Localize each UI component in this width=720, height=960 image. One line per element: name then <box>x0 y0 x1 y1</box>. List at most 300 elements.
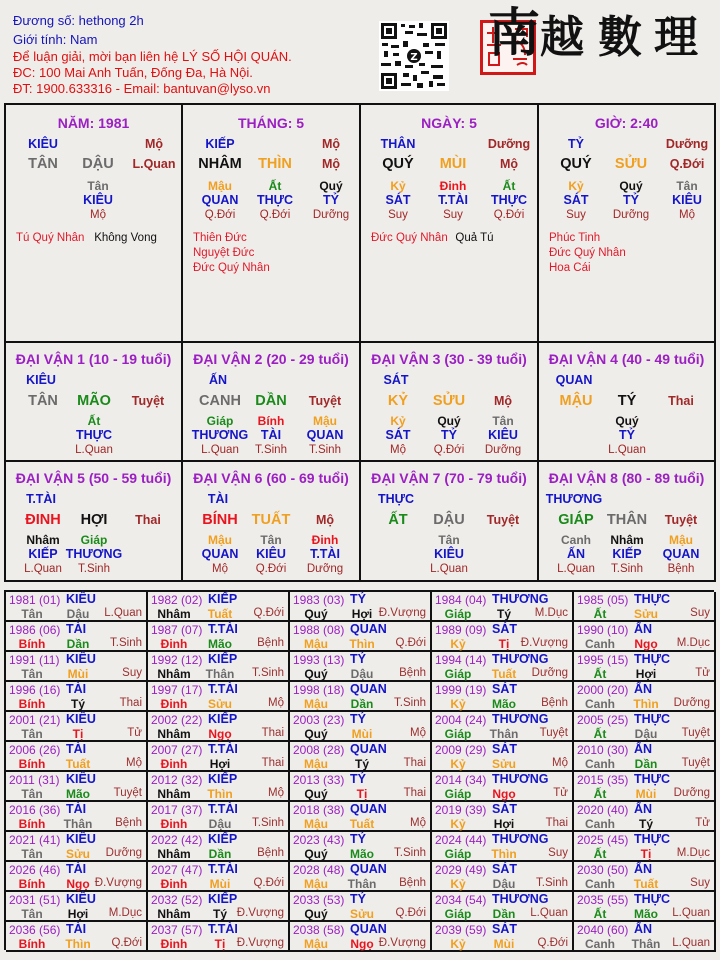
annual-cell[interactable] <box>148 712 290 742</box>
annual-cell[interactable] <box>432 772 574 802</box>
dai-van-stage: Tuyệt <box>486 513 520 527</box>
qr-code-icon[interactable] <box>379 21 449 91</box>
annual-chi: Hợi <box>67 907 89 921</box>
annual-cell[interactable] <box>290 832 432 862</box>
annual-stage: Đ.Vượng <box>378 607 426 619</box>
annual-stage: Tuyệt <box>539 727 568 739</box>
annual-year: 2005 (25) <box>577 713 629 727</box>
hidden-god: KIÊU <box>488 428 518 442</box>
annual-year: 1993 (13) <box>293 653 345 667</box>
hidden-can: Ất <box>87 414 101 428</box>
annual-year: 2022 (42) <box>151 833 203 847</box>
annual-god: KIẾP <box>208 772 238 786</box>
annual-year: 2039 (59) <box>435 923 487 937</box>
annual-can: Quý <box>304 907 328 921</box>
annual-chi: Dậu <box>350 667 374 681</box>
annual-can: Quý <box>304 727 328 741</box>
hidden-stage: Q.Đới <box>255 563 287 575</box>
annual-cell[interactable] <box>432 832 574 862</box>
hidden-can: Quý <box>615 414 639 428</box>
annual-year: 1988 (08) <box>293 623 345 637</box>
dai-van-3[interactable] <box>361 343 539 462</box>
annual-god: SÁT <box>492 802 517 816</box>
annual-year: 2013 (33) <box>293 773 345 787</box>
annual-cell[interactable] <box>574 832 716 862</box>
annual-cell[interactable] <box>574 742 716 772</box>
annual-chi: Sửu <box>207 697 233 711</box>
duong-so-value: hethong 2h <box>78 13 144 28</box>
annual-stage: Đ.Vượng <box>236 937 284 949</box>
dai-van-chi: DẦN <box>255 393 287 409</box>
hidden-can: Ất <box>502 179 516 193</box>
dai-van-stage: Mộ <box>493 394 513 408</box>
annual-cell[interactable] <box>6 892 148 922</box>
hidden-god: KIÊU <box>672 193 702 207</box>
annual-cell[interactable] <box>290 622 432 652</box>
annual-cell[interactable] <box>148 592 290 622</box>
annual-cell[interactable] <box>148 742 290 772</box>
shensha-star: Đức Quý Nhân <box>549 247 626 259</box>
annual-cell[interactable] <box>432 622 574 652</box>
annual-cell[interactable] <box>432 592 574 622</box>
dai-van-title: ĐẠI VẬN 2 (20 - 29 tuổi) <box>193 351 349 367</box>
dai-van-title: ĐẠI VẬN 5 (50 - 59 tuổi) <box>15 470 172 486</box>
annual-can: Ất <box>593 667 607 681</box>
annual-year: 1986 (06) <box>9 623 61 637</box>
annual-cell[interactable] <box>6 862 148 892</box>
annual-year: 1985 (05) <box>577 593 629 607</box>
hidden-god: SÁT <box>563 193 589 207</box>
hidden-god: THỰC <box>256 193 294 207</box>
annual-cell[interactable] <box>290 652 432 682</box>
pillar-stage-top: Mộ <box>144 137 164 151</box>
hidden-god: KIẾP <box>612 547 642 561</box>
annual-can: Nhâm <box>157 727 191 741</box>
annual-stage: L.Quan <box>104 607 142 619</box>
annual-god: KIÊU <box>66 892 96 906</box>
hidden-can: Kỷ <box>390 414 406 428</box>
annual-year: 2014 (34) <box>435 773 487 787</box>
annual-cell[interactable] <box>290 712 432 742</box>
annual-year: 2018 (38) <box>293 803 345 817</box>
hidden-god: THƯƠNG <box>65 547 123 561</box>
annual-cell[interactable] <box>148 892 290 922</box>
annual-god: THỰC <box>634 772 671 786</box>
annual-chi: Tuất <box>65 757 91 771</box>
annual-year: 1995 (15) <box>577 653 629 667</box>
pillar-chi: SỬU <box>614 156 648 172</box>
annual-year: 2023 (43) <box>293 833 345 847</box>
annual-can: Kỷ <box>450 637 466 651</box>
hidden-can: Tân <box>87 179 109 193</box>
annual-god: THƯƠNG <box>492 712 549 726</box>
annual-chi: Tị <box>640 847 652 861</box>
annual-can: Giáp <box>444 787 472 801</box>
annual-god: SÁT <box>492 922 517 936</box>
annual-chi: Mão <box>208 637 232 651</box>
annual-stage: Tử <box>553 787 568 799</box>
annual-chi: Thân <box>205 667 235 681</box>
hidden-can: Tân <box>438 533 460 547</box>
annual-year: 2000 (20) <box>577 683 629 697</box>
annual-year: 2001 (21) <box>9 713 61 727</box>
dai-van-god: TÀI <box>207 492 229 506</box>
annual-year: 2028 (48) <box>293 863 345 877</box>
annual-cell[interactable] <box>6 832 148 862</box>
annual-stage: L.Quan <box>672 907 710 919</box>
annual-cell[interactable] <box>574 712 716 742</box>
hidden-stage: T.Sinh <box>309 444 341 456</box>
annual-chi: Thìn <box>633 697 659 711</box>
annual-can: Giáp <box>444 607 472 621</box>
annual-can: Nhâm <box>157 607 191 621</box>
annual-cell[interactable] <box>432 682 574 712</box>
annual-cell[interactable] <box>290 682 432 712</box>
duong-so-label: Đương số: <box>13 13 76 28</box>
annual-stage: Đ.Vượng <box>378 937 426 949</box>
annual-can: Tân <box>21 847 43 861</box>
annual-stage: T.Sinh <box>110 637 142 649</box>
annual-stage: Mộ <box>126 757 142 769</box>
pillar-can: QUÝ <box>382 156 414 172</box>
hidden-can: Nhâm <box>610 533 644 547</box>
annual-chi: Tuất <box>491 667 517 681</box>
annual-cell[interactable] <box>6 652 148 682</box>
annual-cell[interactable] <box>290 772 432 802</box>
pillar-title: NĂM: 1981 <box>57 115 130 131</box>
annual-god: QUAN <box>350 622 387 636</box>
pillar-can: TÂN <box>28 156 58 172</box>
annual-year: 1983 (03) <box>293 593 345 607</box>
annual-stage: Dưỡng <box>531 667 568 679</box>
annual-cell[interactable] <box>148 802 290 832</box>
pillar-can: QUÝ <box>560 156 592 172</box>
annual-chi: Tý <box>212 907 227 921</box>
annual-cell[interactable] <box>574 622 716 652</box>
annual-can: Đinh <box>160 937 188 951</box>
annual-cell[interactable] <box>432 892 574 922</box>
annual-stage: Thai <box>261 727 284 739</box>
hidden-stage: L.Quan <box>608 444 646 456</box>
annual-stage: T.Sinh <box>536 877 568 889</box>
annual-year: 2038 (58) <box>293 923 345 937</box>
annual-cell[interactable] <box>290 922 432 952</box>
annual-cell[interactable] <box>290 592 432 622</box>
hidden-stage: L.Quan <box>24 563 62 575</box>
contact-line-1: Để luận giải, mời bạn liên hệ LÝ SỐ HỘI QUÁN. <box>13 49 292 64</box>
shensha-star: Hoa Cái <box>549 262 591 274</box>
dai-van-7[interactable] <box>361 462 539 581</box>
annual-stage: Suy <box>690 877 710 889</box>
annual-can: Kỷ <box>450 757 466 771</box>
hidden-god: QUAN <box>306 428 344 442</box>
dai-van-8[interactable] <box>539 462 714 581</box>
annual-cell[interactable] <box>148 772 290 802</box>
annual-god: KIÊU <box>66 652 96 666</box>
annual-god: TỶ <box>350 712 366 726</box>
annual-god: KIẾP <box>208 832 238 846</box>
annual-stage: Bệnh <box>541 697 568 709</box>
shensha-star: Phúc Tinh <box>549 232 601 244</box>
hidden-stage: T.Sinh <box>255 444 287 456</box>
annual-can: Canh <box>585 757 615 771</box>
annual-stage: L.Quan <box>672 937 710 949</box>
annual-year: 2033 (53) <box>293 893 345 907</box>
annual-cell[interactable] <box>6 712 148 742</box>
contact-line-3[interactable]: ĐT: 1900.633316 - Email: bantuvan@lyso.vn <box>13 81 271 96</box>
annual-god: ẤN <box>634 862 653 876</box>
pillar-year <box>6 105 183 343</box>
annual-cell[interactable] <box>432 712 574 742</box>
annual-cell[interactable] <box>148 922 290 952</box>
annual-stage: Bệnh <box>257 847 284 859</box>
annual-chi: Tý <box>70 697 85 711</box>
hidden-god: KIÊU <box>83 193 113 207</box>
shensha-star: Không Vong <box>94 232 157 244</box>
hidden-can: Mậu <box>208 179 232 193</box>
annual-cell[interactable] <box>432 802 574 832</box>
annual-year: 1998 (18) <box>293 683 345 697</box>
annual-cell[interactable] <box>148 652 290 682</box>
annual-chi: Ngọ <box>208 727 232 741</box>
hidden-stage: Dưỡng <box>312 209 350 221</box>
annual-cell[interactable] <box>6 802 148 832</box>
annual-god: THỰC <box>634 592 671 606</box>
hidden-stage: L.Quan <box>75 444 113 456</box>
annual-can: Kỷ <box>450 697 466 711</box>
annual-year: 2009 (29) <box>435 743 487 757</box>
pillar-chi: THÌN <box>258 156 292 172</box>
annual-cell[interactable] <box>574 802 716 832</box>
annual-year: 2017 (37) <box>151 803 203 817</box>
dai-van-2[interactable] <box>183 343 361 462</box>
annual-cell[interactable] <box>432 922 574 952</box>
dai-van-can: KỶ <box>387 393 409 409</box>
annual-god: T.TÀI <box>208 922 238 936</box>
annual-stage: T.Sinh <box>394 697 426 709</box>
annual-can: Quý <box>304 607 328 621</box>
annual-cell[interactable] <box>148 862 290 892</box>
pillar-title: THÁNG: 5 <box>237 115 305 131</box>
annual-chi: Ngọ <box>492 787 516 801</box>
hidden-stage: Mộ <box>90 209 106 221</box>
annual-cell[interactable] <box>574 652 716 682</box>
annual-stage: Suy <box>548 847 568 859</box>
annual-year: 2016 (36) <box>9 803 61 817</box>
annual-chi: Thân <box>347 877 377 891</box>
annual-god: ẤN <box>634 742 653 756</box>
hidden-can: Quý <box>437 414 461 428</box>
annual-chi: Dần <box>208 847 232 861</box>
pillar-god: KIẾP <box>205 137 235 151</box>
hidden-stage: Suy <box>388 209 408 221</box>
annual-can: Giáp <box>444 727 472 741</box>
annual-stage: Tuyệt <box>681 757 710 769</box>
annual-chi: Thân <box>631 937 661 951</box>
annual-cell[interactable] <box>574 862 716 892</box>
annual-stage: Q.Đới <box>537 937 568 949</box>
annual-god: TÀI <box>66 742 87 756</box>
annual-chi: Sửu <box>65 847 91 861</box>
annual-year: 1999 (19) <box>435 683 487 697</box>
annual-cell[interactable] <box>432 652 574 682</box>
annual-can: Ất <box>593 847 607 861</box>
hidden-can: Mậu <box>313 414 337 428</box>
annual-cell[interactable] <box>432 742 574 772</box>
annual-chi: Mùi <box>635 787 657 801</box>
dai-van-title: ĐẠI VẬN 7 (70 - 79 tuổi) <box>371 470 527 486</box>
hidden-stage: Dưỡng <box>484 444 522 456</box>
annual-god: THỰC <box>634 652 671 666</box>
annual-stage: Mộ <box>268 787 284 799</box>
annual-can: Tân <box>21 907 43 921</box>
annual-year: 2010 (30) <box>577 743 629 757</box>
hidden-can: Giáp <box>80 533 108 547</box>
pillar-title: GIỜ: 2:40 <box>594 115 659 131</box>
annual-stage: T.Sinh <box>252 817 284 829</box>
annual-god: THƯƠNG <box>492 592 549 606</box>
dai-van-6[interactable] <box>183 462 361 581</box>
pillar-stage-top: Mộ <box>321 137 341 151</box>
annual-chi: Hợi <box>493 817 515 831</box>
annual-cell[interactable] <box>148 832 290 862</box>
hidden-stage: L.Quan <box>430 563 468 575</box>
annual-cell[interactable] <box>6 592 148 622</box>
annual-stage: Q.Đới <box>111 937 142 949</box>
annual-year: 2026 (46) <box>9 863 61 877</box>
annual-chi: Thân <box>489 727 519 741</box>
annual-chi: Thìn <box>207 787 233 801</box>
annual-cell[interactable] <box>290 742 432 772</box>
annual-cell[interactable] <box>432 862 574 892</box>
annual-chi: Sửu <box>491 757 517 771</box>
annual-chi: Hợi <box>209 757 231 771</box>
dai-van-chi: HỢI <box>80 512 108 528</box>
annual-god: SÁT <box>492 862 517 876</box>
dai-van-5[interactable] <box>6 462 183 581</box>
annual-god: KIẾP <box>208 892 238 906</box>
hidden-can: Quý <box>319 179 343 193</box>
pillar-stage-mid: L.Quan <box>132 157 176 171</box>
annual-chi: Thìn <box>491 847 517 861</box>
annual-chi: Dần <box>634 757 658 771</box>
hidden-stage: T.Sinh <box>611 563 643 575</box>
annual-stage: Bệnh <box>115 817 142 829</box>
logo-char-viet: 越 <box>540 12 584 63</box>
annual-god: ẤN <box>634 622 653 636</box>
annual-stage: Thai <box>119 697 142 709</box>
annual-can: Giáp <box>444 907 472 921</box>
annual-cell[interactable] <box>6 742 148 772</box>
hidden-stage: Q.Đới <box>204 209 236 221</box>
dai-van-4[interactable] <box>539 343 714 462</box>
annual-god: KIẾP <box>208 712 238 726</box>
annual-year: 1981 (01) <box>9 593 61 607</box>
hidden-stage: Q.Đới <box>493 209 525 221</box>
annual-god: THƯƠNG <box>492 772 549 786</box>
hidden-can: Quý <box>619 179 643 193</box>
annual-cell[interactable] <box>290 862 432 892</box>
annual-stage: T.Sinh <box>394 847 426 859</box>
hidden-stage: L.Quan <box>201 444 239 456</box>
annual-cell[interactable] <box>574 682 716 712</box>
annual-god: QUAN <box>350 802 387 816</box>
hidden-can: Mậu <box>669 533 693 547</box>
dai-van-stage: Mộ <box>315 513 335 527</box>
annual-god: KIÊU <box>66 592 96 606</box>
annual-can: Bính <box>18 877 46 891</box>
annual-stage: Dưỡng <box>105 847 142 859</box>
annual-chi: Mão <box>66 787 90 801</box>
annual-cell[interactable] <box>6 622 148 652</box>
annual-cell[interactable] <box>148 622 290 652</box>
pillar-hour <box>539 105 714 343</box>
annual-stage: Đ.Vượng <box>94 877 142 889</box>
annual-cell[interactable] <box>574 592 716 622</box>
annual-god: QUAN <box>350 862 387 876</box>
logo-char-so: 數 <box>598 12 642 63</box>
annual-can: Đinh <box>160 877 188 891</box>
annual-cell[interactable] <box>574 892 716 922</box>
annual-stage: M.Dục <box>676 847 710 859</box>
annual-can: Bính <box>18 637 46 651</box>
annual-year: 2002 (22) <box>151 713 203 727</box>
gioi-tinh-value: Nam <box>69 32 98 47</box>
annual-stage: M.Dục <box>108 907 142 919</box>
annual-cell[interactable] <box>6 682 148 712</box>
annual-stage: Dưỡng <box>673 697 710 709</box>
annual-stage: Thai <box>403 757 426 769</box>
annual-cell[interactable] <box>290 892 432 922</box>
hidden-stage: Mộ <box>212 563 228 575</box>
annual-year: 2035 (55) <box>577 893 629 907</box>
annual-god: TỶ <box>350 892 366 906</box>
hidden-can: Tân <box>260 533 282 547</box>
annual-cell[interactable] <box>574 922 716 952</box>
annual-stage: M.Dục <box>534 607 568 619</box>
annual-cell[interactable] <box>6 772 148 802</box>
annual-cell[interactable] <box>574 772 716 802</box>
annual-chi: Ngọ <box>350 937 374 951</box>
annual-god: QUAN <box>350 682 387 696</box>
annual-can: Tân <box>21 607 43 621</box>
annual-can: Mậu <box>304 937 328 951</box>
annual-cell[interactable] <box>148 682 290 712</box>
annual-god: TÀI <box>66 922 87 936</box>
dai-van-1[interactable] <box>6 343 183 462</box>
annual-god: TÀI <box>66 862 87 876</box>
annual-can: Mậu <box>304 877 328 891</box>
pillar-month <box>183 105 361 343</box>
annual-cell[interactable] <box>290 802 432 832</box>
annual-year: 2037 (57) <box>151 923 203 937</box>
annual-can: Đinh <box>160 697 188 711</box>
annual-year: 2030 (50) <box>577 863 629 877</box>
dai-van-god: THƯƠNG <box>545 492 603 506</box>
annual-stage: Suy <box>122 667 142 679</box>
dai-van-chi: MÃO <box>77 393 111 409</box>
annual-can: Mậu <box>304 697 328 711</box>
annual-stage: T.Sinh <box>252 667 284 679</box>
annual-can: Đinh <box>160 757 188 771</box>
annual-cell[interactable] <box>6 922 148 952</box>
dai-van-can: GIÁP <box>558 512 594 528</box>
annual-stage: Mộ <box>410 727 426 739</box>
annual-year: 2024 (44) <box>435 833 487 847</box>
annual-chi: Dần <box>350 697 374 711</box>
hidden-can: Canh <box>561 533 591 547</box>
hidden-stage: Q.Đới <box>259 209 291 221</box>
